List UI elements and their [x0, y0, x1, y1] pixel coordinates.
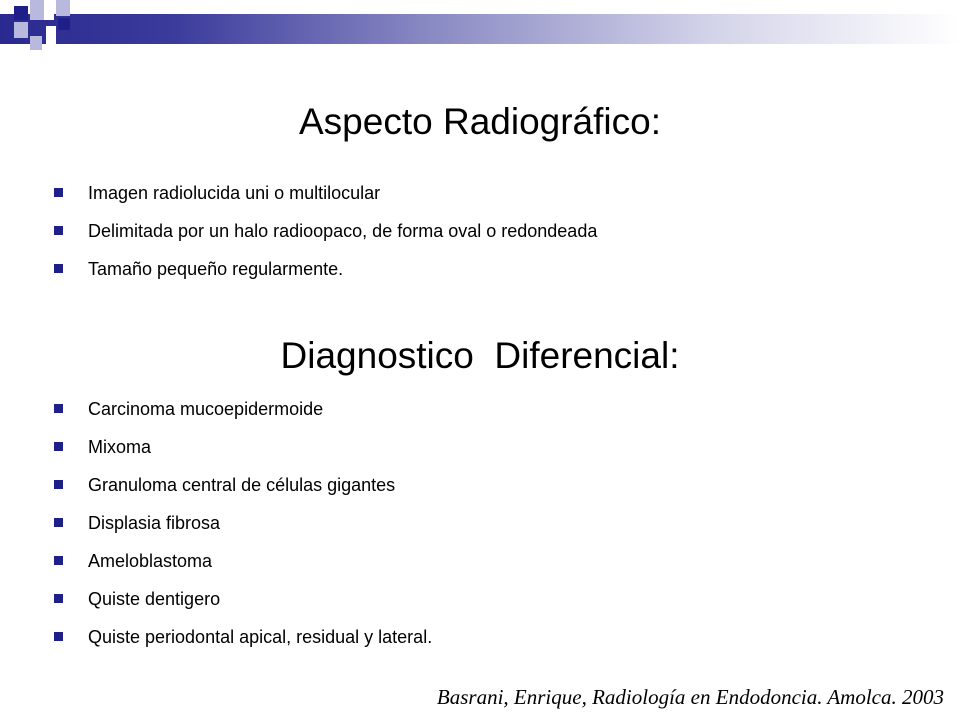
decor-square-navy: [58, 18, 70, 30]
decor-square-light: [14, 22, 28, 38]
list-item: [52, 580, 432, 618]
list-item: [52, 466, 432, 504]
list-item: [52, 428, 432, 466]
list-item-text: Tamaño pequeño regularmente.: [88, 259, 344, 279]
list-item: [52, 618, 432, 656]
square-bullet-icon: [54, 188, 63, 197]
square-bullet-icon: [54, 226, 63, 235]
list-item-text: Delimitada por un halo radioopaco, de forma oval o redondeada: [88, 221, 598, 241]
square-bullet-icon: [54, 518, 63, 527]
bullet-list-aspecto: [52, 174, 597, 288]
list-item-text: Quiste periodontal apical, residual y lateral.: [88, 627, 433, 647]
decor-square-navy: [14, 6, 28, 20]
decor-square-white: [44, 0, 54, 20]
citation: Basrani, Enrique, Radiología en Endodoncia. Amolca. 2003: [436, 685, 944, 709]
header-gradient-bar: [0, 14, 960, 44]
section-title-diagnostico: Diagnostico Diferencial:: [280, 335, 680, 376]
list-item-text: Quiste dentigero: [88, 589, 221, 609]
list-item-text: Granuloma central de células gigantes: [88, 475, 396, 495]
list-item-text: Carcinoma mucoepidermoide: [88, 399, 324, 419]
list-item: [52, 250, 597, 288]
square-bullet-icon: [54, 556, 63, 565]
list-item: [52, 542, 432, 580]
list-item-text: Imagen radiolucida uni o multilocular: [88, 183, 381, 203]
bullet-list-diagnostico: [52, 390, 432, 656]
list-item-text: Ameloblastoma: [88, 551, 213, 571]
list-item-text: Displasia fibrosa: [88, 513, 221, 533]
square-bullet-icon: [54, 404, 63, 413]
square-bullet-icon: [54, 632, 63, 641]
square-bullet-icon: [54, 594, 63, 603]
list-item: [52, 390, 432, 428]
square-bullet-icon: [54, 442, 63, 451]
decor-square-light: [30, 0, 44, 20]
section-title-aspecto: Aspecto Radiográfico:: [299, 101, 661, 142]
list-item: [52, 212, 597, 250]
decor-square-white: [46, 26, 56, 44]
list-item: [52, 504, 432, 542]
square-bullet-icon: [54, 480, 63, 489]
square-bullet-icon: [54, 264, 63, 273]
list-item-text: Mixoma: [88, 437, 152, 457]
decor-square-light: [56, 0, 70, 16]
decor-square-light: [30, 36, 42, 50]
list-item: [52, 174, 597, 212]
